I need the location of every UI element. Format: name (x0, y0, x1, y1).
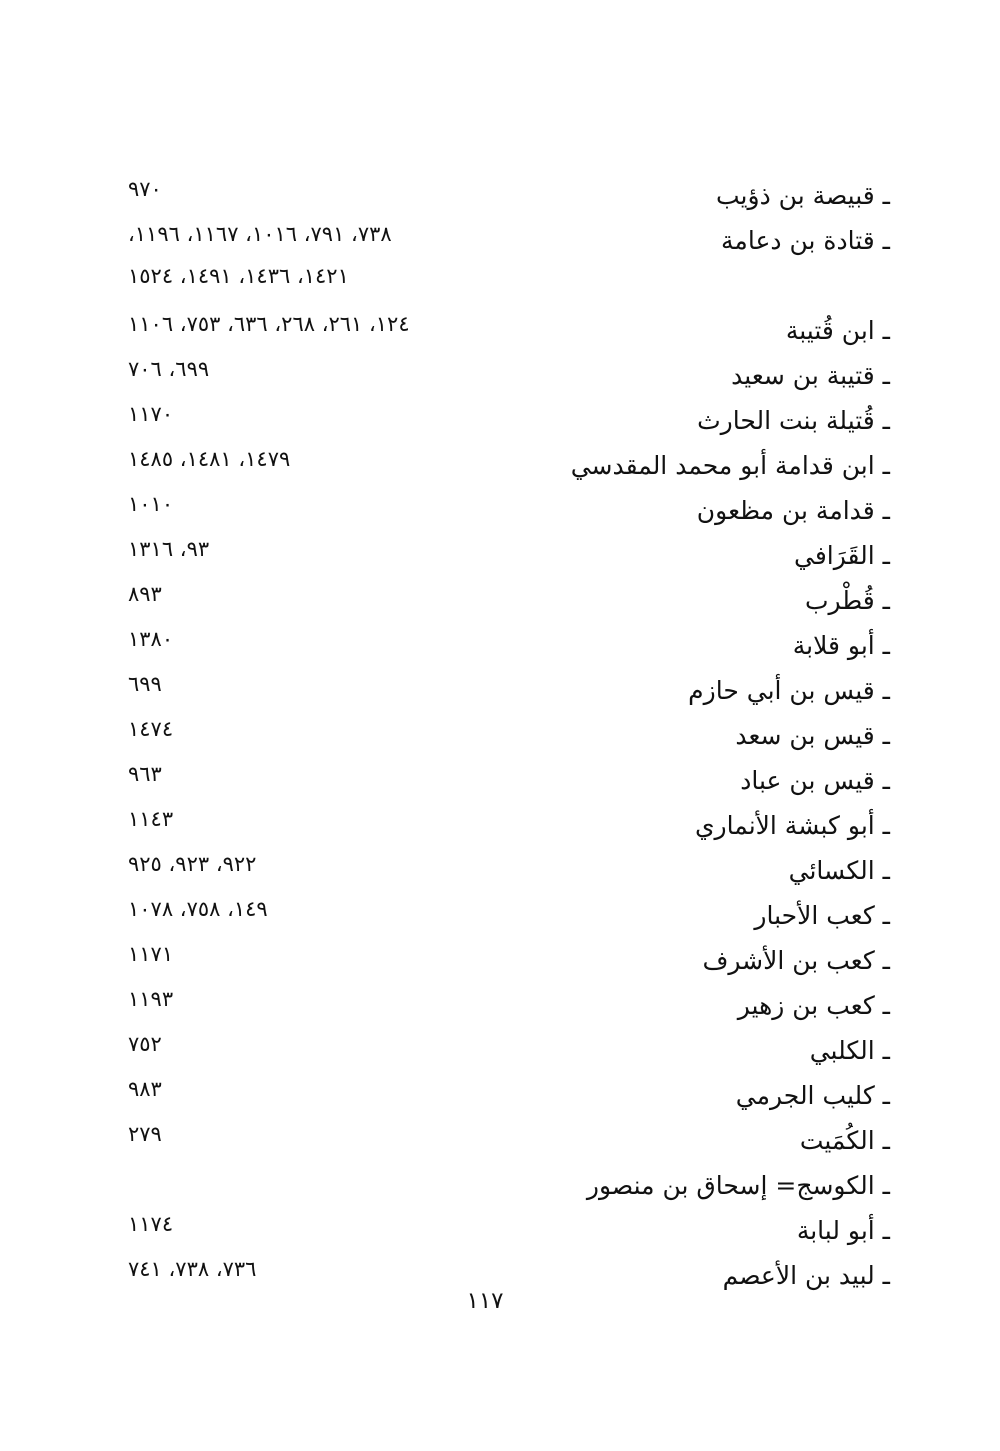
entry-name: ـ ابن قدامة أبو محمد المقدسي (570, 451, 890, 480)
index-entry (120, 671, 890, 715)
index-entry (120, 716, 890, 760)
entry-pages: ٨٩٣ (128, 582, 162, 606)
entry-name: ـ كعب الأحبار (754, 901, 890, 930)
index-entry (120, 1031, 890, 1075)
entry-pages: ١١٧٠ (128, 402, 174, 426)
entry-name: ـ قيس بن أبي حازم (688, 676, 890, 705)
entry-pages: ١٤٩، ٧٥٨، ١٠٧٨ (128, 897, 268, 921)
entry-name: ـ قُطْرب (804, 586, 890, 615)
entry-pages: ٧٥٢ (128, 1032, 162, 1056)
index-entry (120, 581, 890, 625)
page-number: ١١٧ (466, 1288, 504, 1314)
index-entry (120, 851, 890, 895)
entry-pages: ١٣٨٠ (128, 627, 174, 651)
entry-name: ـ لبيد بن الأعصم (722, 1261, 890, 1290)
entry-name: ـ أبو كبشة الأنماري (694, 811, 890, 840)
entry-pages-continued: ١٤٢١، ١٤٣٦، ١٤٩١، ١٥٢٤ (128, 264, 349, 288)
entry-pages: ٩٨٣ (128, 1077, 162, 1101)
entry-pages: ٦٩٩ (128, 672, 162, 696)
index-entry (120, 626, 890, 670)
entry-name: ـ كعب بن الأشرف (702, 946, 890, 975)
entry-name: ـ أبو لبابة (796, 1216, 890, 1245)
entry-name: ـ قتيبة بن سعيد (731, 361, 890, 390)
entry-name: ـ الكسائي (788, 856, 890, 885)
entry-pages: ٦٩٩، ٧٠٦ (128, 357, 210, 381)
entry-pages: ١٠١٠ (128, 492, 174, 516)
entry-pages: ٩٧٠ (128, 177, 162, 201)
index-entry (120, 1076, 890, 1120)
index-entry (120, 941, 890, 985)
index-entry (120, 1211, 890, 1255)
index-entry (120, 356, 890, 400)
entry-name: ـ قيس بن سعد (735, 721, 890, 750)
entry-pages: ٩٢٢، ٩٢٣، ٩٢٥ (128, 852, 257, 876)
entry-pages: ١٢٤، ٢٦١، ٢٦٨، ٦٣٦، ٧٥٣، ١١٠٦ (128, 312, 410, 336)
entry-name: ـ قبيصة بن ذؤيب (716, 181, 890, 210)
index-entry (120, 401, 890, 445)
entry-name: ـ قُتيلة بنت الحارث (697, 406, 890, 435)
index-entry (120, 221, 890, 288)
entry-name: ـ قيس بن عباد (740, 766, 890, 795)
entry-name: ـ الكلبي (809, 1036, 890, 1065)
index-entry (120, 986, 890, 1030)
entry-pages: ١١٧٤ (128, 1212, 174, 1236)
index-entry (120, 761, 890, 805)
entry-pages: ١١٩٣ (128, 987, 174, 1011)
index-entry (120, 311, 890, 355)
entry-pages: ٩٣، ١٣١٦ (128, 537, 210, 561)
entry-pages: ٧٣٦، ٧٣٨، ٧٤١ (128, 1257, 257, 1281)
index-entry (120, 446, 890, 490)
index-entry (120, 1166, 890, 1210)
index-entry (120, 1121, 890, 1165)
index-entry (120, 491, 890, 535)
entry-name: ـ القَرَافي (793, 541, 890, 570)
entry-name: ـ قدامة بن مظعون (696, 496, 890, 525)
index-entry (120, 536, 890, 580)
index-entry (120, 176, 890, 220)
entry-name: ـ أبو قلابة (792, 631, 890, 660)
entry-name: ـ الكوسج= إسحاق بن منصور (586, 1171, 890, 1200)
entry-name: ـ الكُمَيت (799, 1126, 890, 1155)
entry-pages: ١٤٧٩، ١٤٨١، ١٤٨٥ (128, 447, 291, 471)
entry-name: ـ ابن قُتيبة (785, 316, 890, 345)
entry-name: ـ كعب بن زهير (737, 991, 890, 1020)
entry-pages: ٩٦٣ (128, 762, 162, 786)
entry-name: ـ كليب الجرمي (735, 1081, 890, 1110)
entry-pages: ٧٣٨، ٧٩١، ١٠١٦، ١١٦٧، ١١٩٦، (128, 222, 392, 246)
index-entry (120, 806, 890, 850)
entry-name: ـ قتادة بن دعامة (721, 226, 890, 255)
entry-pages: ١١٤٣ (128, 807, 174, 831)
index-entry (120, 896, 890, 940)
entry-pages: ١١٧١ (128, 942, 174, 966)
entry-pages: ٢٧٩ (128, 1122, 162, 1146)
entry-pages: ١٤٧٤ (128, 717, 174, 741)
